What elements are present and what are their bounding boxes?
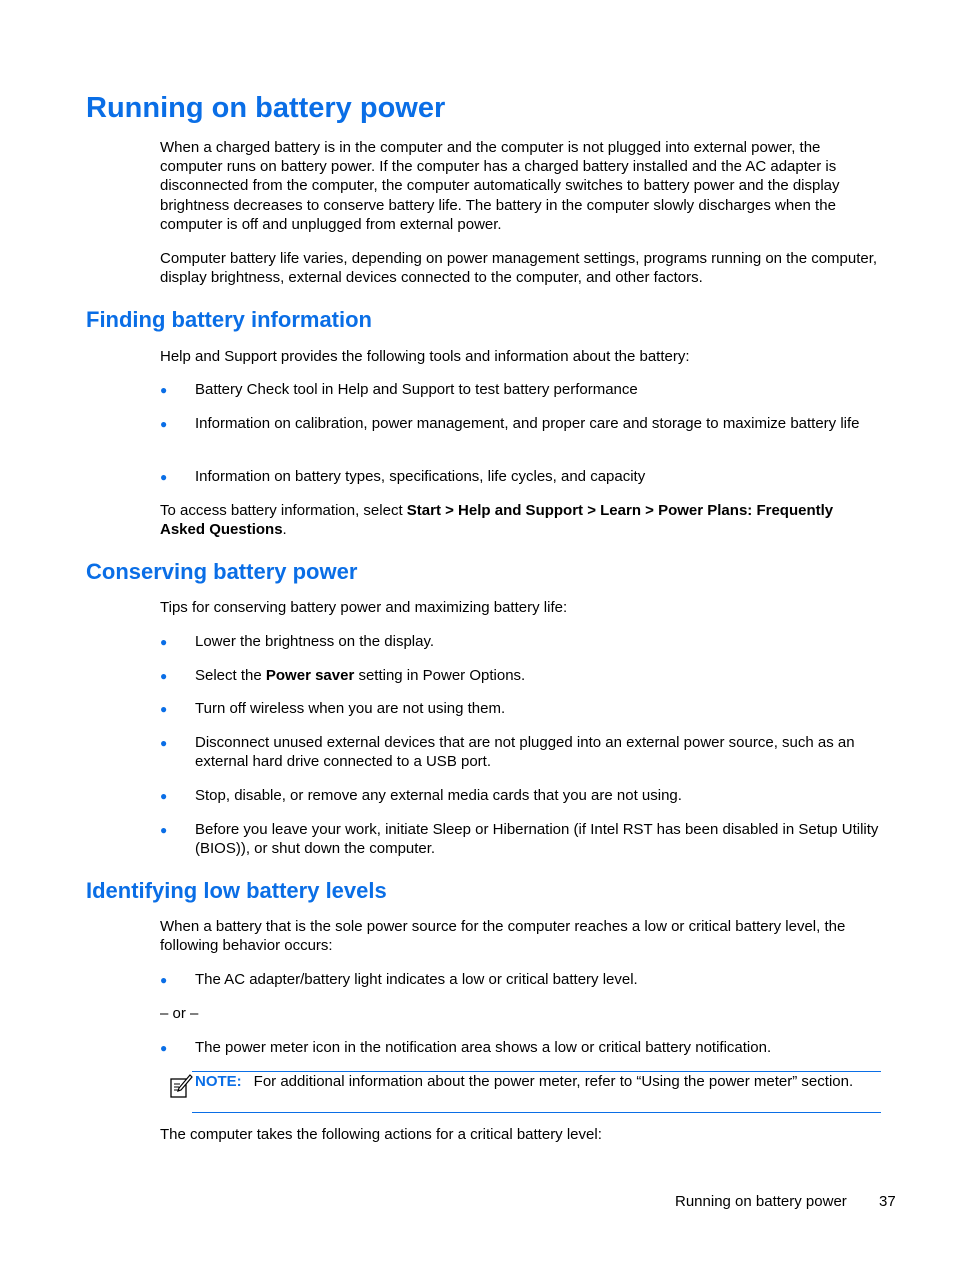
access-instructions xyxy=(160,501,880,539)
bullet-icon: ● xyxy=(160,736,168,750)
finding-intro: Help and Support provides the following tools and information about the battery: xyxy=(160,348,690,365)
bullet-icon: ● xyxy=(160,823,168,837)
bullet-icon: ● xyxy=(160,973,168,987)
section-heading-conserving: Conserving battery power xyxy=(86,559,358,584)
bullet-icon: ● xyxy=(160,669,168,683)
list-item xyxy=(195,666,885,685)
page-number: 37 xyxy=(879,1193,896,1210)
intro-paragraph-2: Computer battery life varies, depending on power management settings, programs running on the computer, display brightness, external devices connected to the computer, and other factors. xyxy=(160,250,878,287)
list-item: Lower the brightness on the display. xyxy=(195,633,435,650)
note-content xyxy=(195,1072,879,1091)
or-separator: – or – xyxy=(160,1005,199,1022)
list-item: Information on battery types, specifications, life cycles, and capacity xyxy=(195,468,646,485)
power-saver-term: Power saver xyxy=(265,667,355,684)
closing-paragraph: The computer takes the following actions for a critical battery level: xyxy=(160,1126,602,1143)
access-suffix: . xyxy=(282,521,287,539)
tip-suffix: setting in Power Options. xyxy=(354,667,526,684)
list-item: Battery Check tool in Help and Support to test battery performance xyxy=(195,381,638,398)
footer-section-title: Running on battery power xyxy=(675,1193,847,1210)
bullet-icon: ● xyxy=(160,789,168,803)
bullet-icon: ● xyxy=(160,470,168,484)
intro-paragraph-1: When a charged battery is in the computer and the computer is not plugged into external power, the computer runs on battery power. If the computer has a charged battery installed and the AC adapter is disconnected from the computer, the computer automatically switches to battery power and the display brightness decreases to conserve battery life. The battery in the computer slowly discharges when the computer is off and unplugged from external power. xyxy=(160,139,840,233)
bullet-icon: ● xyxy=(160,635,168,649)
bullet-icon: ● xyxy=(160,702,168,716)
note-label: NOTE: xyxy=(195,1073,242,1090)
page-title: Running on battery power xyxy=(86,92,446,124)
list-item: Disconnect unused external devices that are not plugged into an external power source, such as an external hard drive connected to a USB port. xyxy=(195,734,855,771)
list-item: Stop, disable, or remove any external media cards that you are not using. xyxy=(195,787,682,804)
section-heading-identifying: Identifying low battery levels xyxy=(86,878,387,903)
note-text: For additional information about the power meter, refer to “Using the power meter” section. xyxy=(253,1073,854,1090)
list-item: Turn off wireless when you are not using them. xyxy=(195,700,506,717)
note-pencil-icon xyxy=(169,1073,193,1099)
bullet-icon: ● xyxy=(160,417,168,431)
list-item: Information on calibration, power management, and proper care and storage to maximize battery life xyxy=(195,415,860,432)
bullet-icon: ● xyxy=(160,383,168,397)
conserving-intro: Tips for conserving battery power and maximizing battery life: xyxy=(160,599,568,616)
bullet-icon: ● xyxy=(160,1041,168,1055)
list-item: The AC adapter/battery light indicates a low or critical battery level. xyxy=(195,971,638,988)
access-prefix: To access battery information, select xyxy=(160,502,407,519)
list-item: The power meter icon in the notification area shows a low or critical battery notification. xyxy=(195,1039,772,1056)
access-path: Start > Help and Support > Learn > Power Plans: Frequently Asked Questions xyxy=(160,502,834,539)
tip-prefix: Select the xyxy=(195,667,266,684)
list-item: Before you leave your work, initiate Sleep or Hibernation (if Intel RST has been disabled in Setup Utility (BIOS)), or shut down the computer. xyxy=(195,821,879,858)
section-heading-finding: Finding battery information xyxy=(86,307,372,332)
identifying-intro: When a battery that is the sole power source for the computer reaches a low or critical battery level, the following behavior occurs: xyxy=(160,918,846,955)
